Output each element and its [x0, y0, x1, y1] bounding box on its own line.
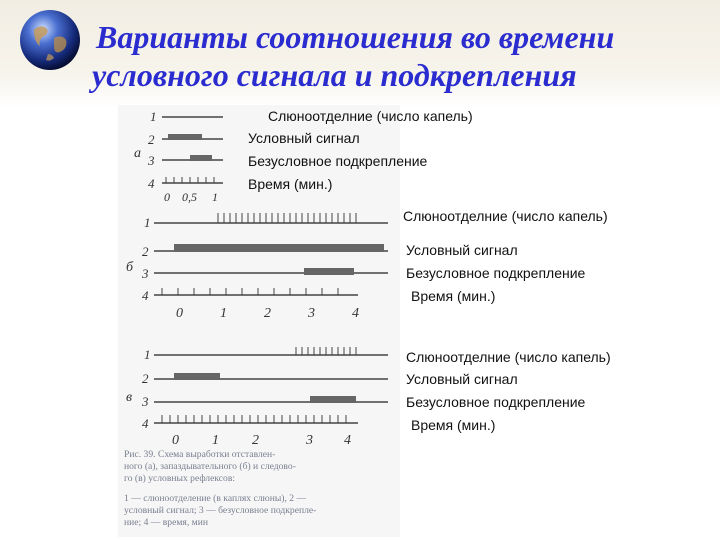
svg-text:2: 2	[264, 306, 271, 321]
caption-line-1: Рис. 39. Схема выработки отставлен-	[124, 449, 276, 460]
panel-v-label-time: Время (мин.)	[411, 417, 496, 433]
slide-title	[92, 18, 716, 94]
svg-text:3: 3	[308, 306, 315, 321]
caption-line-5: условный сигнал; 3 — безусловное подкрепле-	[124, 505, 317, 516]
caption-line-4: 1 — слюноотделение (в каплях слюны), 2 —	[124, 493, 307, 504]
svg-text:4: 4	[148, 176, 155, 191]
svg-text:4: 4	[344, 433, 351, 448]
svg-text:0: 0	[164, 190, 170, 204]
svg-text:0: 0	[172, 433, 179, 448]
panel-a-label-unconditioned: Безусловное подкрепление	[248, 153, 428, 169]
svg-text:0,5: 0,5	[182, 190, 197, 204]
svg-text:а: а	[134, 146, 141, 161]
svg-text:1: 1	[212, 190, 218, 204]
caption-line-6: ние; 4 — время, мин	[124, 517, 208, 528]
svg-text:3: 3	[148, 153, 155, 168]
panel-a-label-time: Время (мин.)	[248, 176, 333, 192]
panel-v-label-salivation: Слюноотделние (число капель)	[406, 349, 611, 365]
svg-text:4: 4	[142, 416, 149, 431]
svg-text:3: 3	[142, 266, 149, 281]
svg-text:2: 2	[142, 371, 149, 386]
title-line-1: Варианты соотношения во времени	[96, 19, 615, 55]
svg-text:1: 1	[150, 109, 157, 124]
caption-line-2: ного (а), запаздывательного (б) и следово-	[124, 461, 296, 472]
panel-b-label-salivation: Слюноотделние (число капель)	[403, 208, 608, 224]
svg-text:2: 2	[142, 244, 149, 259]
svg-text:0: 0	[176, 306, 183, 321]
globe-icon	[18, 8, 82, 72]
panel-a-label-conditioned: Условный сигнал	[248, 130, 360, 146]
svg-text:в: в	[126, 390, 133, 405]
svg-text:3: 3	[142, 394, 149, 409]
panel-v-label-unconditioned: Безусловное подкрепление	[406, 394, 586, 410]
caption-line-3: го (в) условных рефлексов:	[124, 473, 236, 484]
svg-text:1: 1	[212, 433, 219, 448]
title-line-2: условного сигнала и подкрепления	[92, 57, 577, 93]
svg-text:1: 1	[144, 347, 151, 362]
panel-b-label-time: Время (мин.)	[411, 288, 496, 304]
svg-text:4: 4	[142, 288, 149, 303]
svg-text:2: 2	[148, 132, 155, 147]
svg-text:1: 1	[144, 215, 151, 230]
svg-text:1: 1	[220, 306, 227, 321]
panel-b-label-conditioned: Условный сигнал	[406, 242, 518, 258]
svg-text:б: б	[126, 260, 134, 275]
svg-text:2: 2	[252, 433, 259, 448]
panel-b-label-unconditioned: Безусловное подкрепление	[406, 265, 586, 281]
svg-text:3: 3	[306, 433, 313, 448]
panel-a-label-salivation: Слюноотделние (число капель)	[268, 108, 473, 124]
svg-text:4: 4	[352, 306, 359, 321]
scanned-figure	[118, 105, 400, 537]
panel-v-label-conditioned: Условный сигнал	[406, 371, 518, 387]
